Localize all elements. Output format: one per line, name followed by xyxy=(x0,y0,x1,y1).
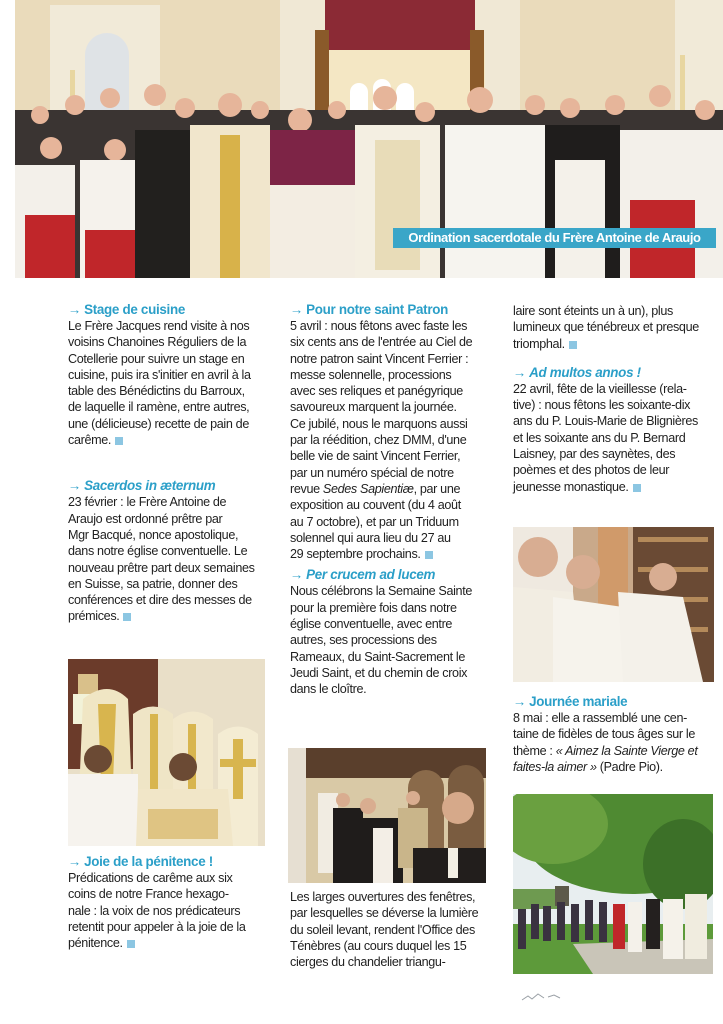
heading-text: Joie de la pénitence ! xyxy=(84,854,213,869)
quote-text: « Aimez la Sainte Vierge et xyxy=(555,743,698,758)
arrow-icon: → xyxy=(68,854,82,869)
text-line: et les soixante ans du P. Bernard xyxy=(513,430,686,445)
text-line: six cents ans de l'entrée au Ciel de xyxy=(290,335,473,350)
text-line: conférences et dire des messes de xyxy=(68,593,252,608)
text-line: taine de fidèles de tous âges sur le xyxy=(513,727,696,742)
article-sacerdos-in-aeternum xyxy=(68,477,278,624)
article-stage-de-cuisine xyxy=(68,301,278,448)
text-line: coins de notre France hexago- xyxy=(68,887,229,902)
arrow-icon: → xyxy=(290,302,304,317)
article-heading xyxy=(68,853,278,870)
heading-text: Stage de cuisine xyxy=(84,302,185,317)
text-line: prémices. xyxy=(68,608,278,624)
article-heading xyxy=(68,477,278,494)
text-line: ans du P. Louis-Marie de Blignières xyxy=(513,414,698,429)
text-line: Araujo est ordonné prêtre par xyxy=(68,511,223,526)
column-1-bottom xyxy=(68,853,278,951)
text-line: Le Frère Jacques rend visite à nos xyxy=(68,319,250,333)
text-line: pour la première fois dans notre xyxy=(290,600,457,615)
text-line: messe solennelle, processions xyxy=(290,367,452,382)
altar-photo xyxy=(68,659,265,846)
text-line: Ce jubilé, nous le marquons aussi xyxy=(290,416,468,431)
text-line: Cotellerie pour suivre un stage en xyxy=(68,351,245,366)
text-line: thème : « Aimez la Sainte Vierge et xyxy=(513,743,698,758)
cloister-procession-photo xyxy=(288,748,486,883)
pen-mark xyxy=(520,990,565,1004)
square-icon xyxy=(123,613,131,621)
arrow-icon: → xyxy=(68,302,82,317)
square-icon xyxy=(633,484,641,492)
article-heading xyxy=(290,566,502,583)
text-line: du soleil levant, rendent l'Office des xyxy=(290,922,475,937)
column-2-bottom xyxy=(290,889,502,970)
text-line: voisins Chanoines Réguliers de la xyxy=(68,335,247,350)
text-line: jeunesse monastique. xyxy=(513,479,721,495)
text-line: cuisine, puis ira s'initier en avril à la xyxy=(68,367,251,382)
arrow-icon: → xyxy=(513,364,527,380)
article-heading xyxy=(513,693,721,710)
text-line: carême. xyxy=(68,432,278,448)
article-heading xyxy=(513,364,721,381)
heading-text: Ad multos annos ! xyxy=(529,364,641,380)
text-line: triomphal. xyxy=(513,336,721,352)
text-line: exposition au couvent (du 4 août xyxy=(290,498,461,513)
article-journee-mariale xyxy=(513,693,721,775)
text-line: 22 avril, fête de la vieillesse (rela- xyxy=(513,381,687,396)
text-line: 5 avril : nous fêtons avec faste les xyxy=(290,319,468,333)
text-line: par lesquelles se déverse la lumière xyxy=(290,906,479,921)
text-line: Laisney, par des saynètes, des xyxy=(513,447,676,462)
heading-text: Per crucem ad lucem xyxy=(306,567,436,583)
text-line: en Suisse, sa patrie, donner des xyxy=(68,576,238,591)
text-line: table des Bénédictins du Barroux, xyxy=(68,384,245,399)
text-line: cierges du chandelier triangu- xyxy=(290,955,446,970)
text-line: savoureux marquent la journée. xyxy=(290,400,457,415)
square-icon xyxy=(425,551,433,559)
text-line: église conventuelle, avec entre xyxy=(290,617,453,632)
text-line: revue Sedes Sapientiæ, par une xyxy=(290,481,461,496)
marian-procession-photo xyxy=(513,794,713,974)
text-line: tive) : nous fêtons les soixante-dix xyxy=(513,398,691,413)
article-heading xyxy=(290,301,502,318)
text-line: nouveau prêtre part deux semaines xyxy=(68,560,255,575)
text-line: lumineux que ténébreux et presque xyxy=(513,320,699,335)
text-line: pénitence. xyxy=(68,935,278,951)
text-line: laire sont éteints un à un), plus xyxy=(513,304,673,318)
journal-title: Sedes Sapientiæ xyxy=(322,481,414,496)
square-icon xyxy=(115,437,123,445)
text-line: par un numéro spécial de notre xyxy=(290,465,454,480)
text-line: Jeudi Saint, et du chemin de croix xyxy=(290,665,468,680)
text-line: Mgr Bacqué, nonce apostolique, xyxy=(68,527,239,542)
square-icon xyxy=(569,341,577,349)
heading-text: Sacerdos in æternum xyxy=(84,478,216,494)
text-line: Ténèbres (au cours duquel les 15 xyxy=(290,938,467,953)
text-line: 8 mai : elle a rassemblé une cen- xyxy=(513,711,687,725)
arrow-icon: → xyxy=(290,567,304,583)
column-1 xyxy=(68,301,278,625)
article-joie-de-la-penitence xyxy=(68,853,278,951)
column-3 xyxy=(513,303,721,495)
text-line: poèmes et des photos de leur xyxy=(513,463,670,478)
column-2 xyxy=(290,301,502,698)
column-3-bottom xyxy=(513,693,721,775)
text-line: 23 février : le Frère Antoine de xyxy=(68,495,227,510)
text-line: dans notre église conventuelle. Le xyxy=(68,544,248,559)
text-line: Rameaux, du Saint-Sacrement le xyxy=(290,649,465,664)
text-line: Nous célébrons la Semaine Sainte xyxy=(290,584,473,599)
photo-caption: Ordination sacerdotale du Frère Antoine de Araujo xyxy=(393,228,716,248)
text-line: de laquelle il ramène, entre autres, xyxy=(68,400,250,415)
article-per-crucem-ad-lucem xyxy=(290,566,502,697)
quote-text: faites-la aimer » xyxy=(513,759,597,774)
text-line: faites-la aimer » (Padre Pio). xyxy=(513,759,663,774)
text-line: retentit pour appeler à la joie de la xyxy=(68,919,246,934)
text-line: une (délicieuse) recette de pain de xyxy=(68,416,249,431)
article-pour-notre-saint-patron xyxy=(290,301,502,562)
text-line: au 7 octobre), et par un Triduum xyxy=(290,514,459,529)
text-line: Prédications de carême aux six xyxy=(68,871,233,885)
text-line: notre patron saint Vincent Ferrier : xyxy=(290,351,469,366)
article-heading xyxy=(68,301,278,318)
heading-text: Pour notre saint Patron xyxy=(306,302,448,317)
arrow-icon: → xyxy=(68,478,82,494)
text-line: solennel qui aura lieu du 27 au xyxy=(290,530,451,545)
text-line: autres, ses processions des xyxy=(290,633,437,648)
text-line: nale : la voix de nos prédicateurs xyxy=(68,903,241,918)
arrow-icon: → xyxy=(513,694,527,709)
text-line: 29 septembre prochains. xyxy=(290,546,502,562)
heading-text: Journée mariale xyxy=(529,694,628,709)
text-line: dans le cloître. xyxy=(290,682,367,697)
text-line: belle vie de saint Vincent Ferrier, xyxy=(290,449,461,464)
library-photo xyxy=(513,527,714,682)
text-line: avec ses reliques et panégyrique xyxy=(290,384,463,399)
text-line: Les larges ouvertures des fenêtres, xyxy=(290,890,476,904)
text-line: par la réédition, chez DMM, d'une xyxy=(290,433,467,448)
article-ad-multos-annos xyxy=(513,364,721,495)
square-icon xyxy=(127,940,135,948)
